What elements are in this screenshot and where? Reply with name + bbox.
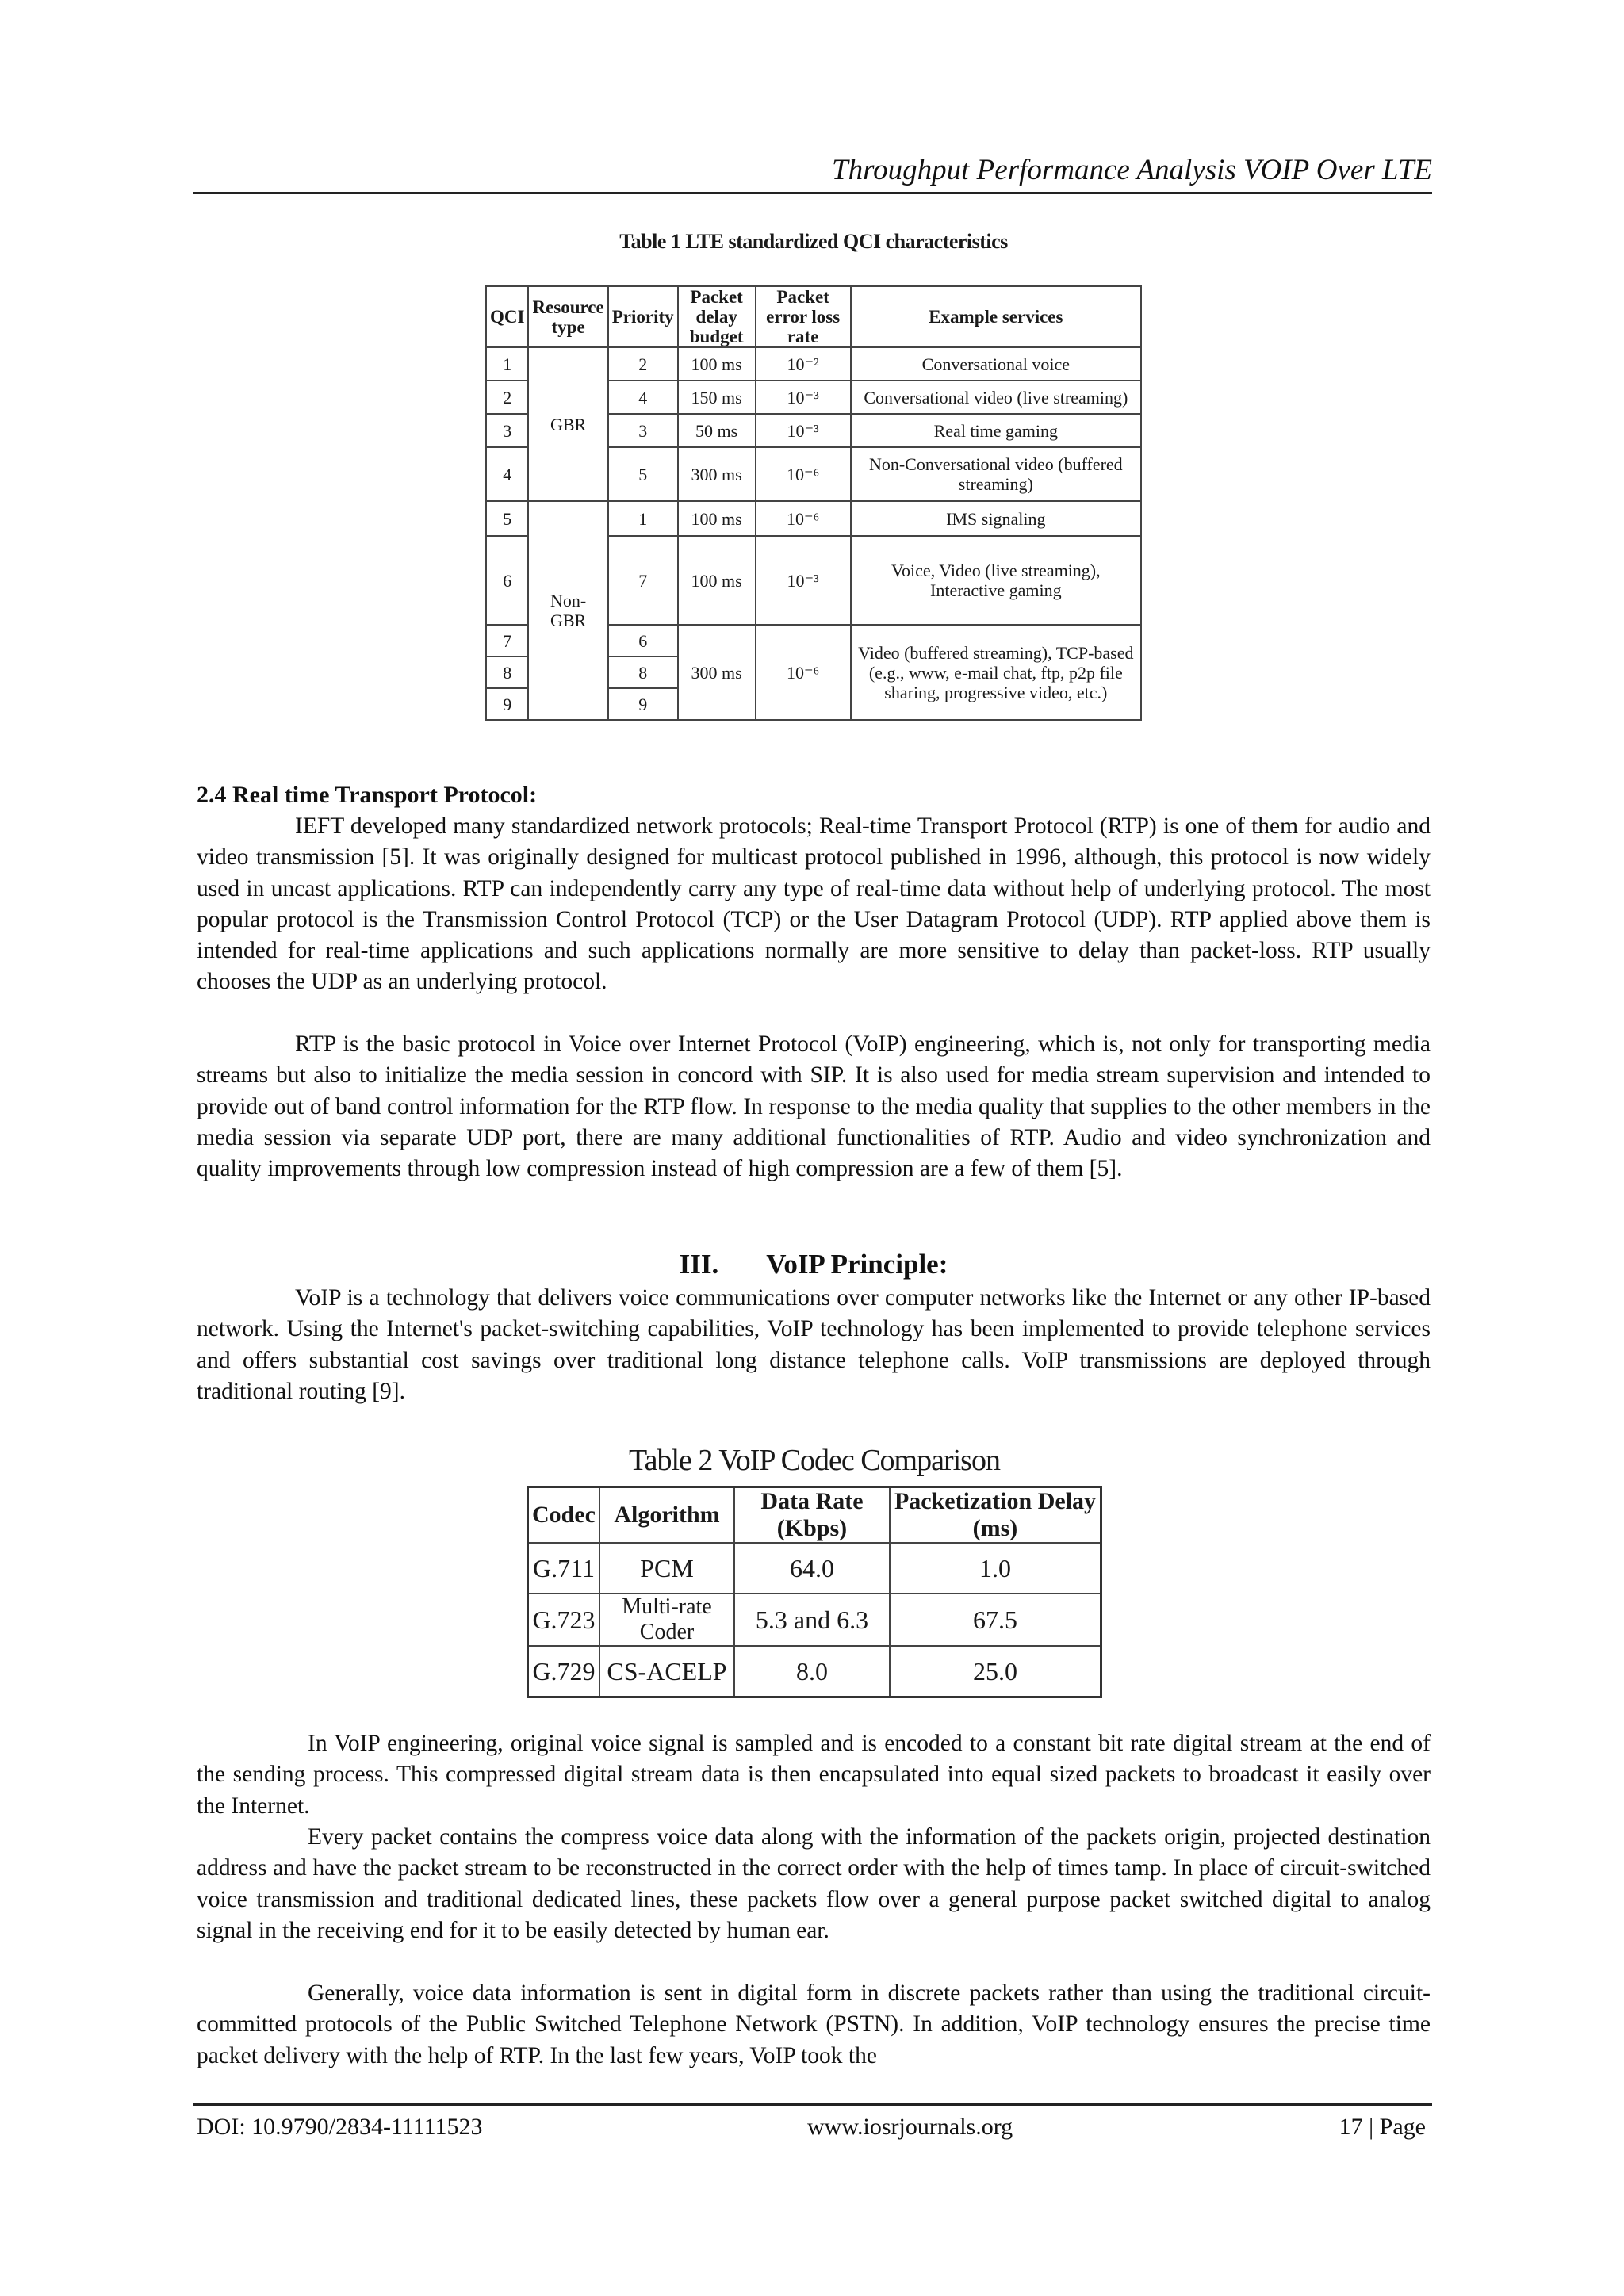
column-header: Packet delay budget — [678, 286, 756, 347]
footer-rule — [193, 2103, 1432, 2106]
qci-cell: 2 — [486, 381, 528, 414]
delay-cell: 100 ms — [678, 501, 756, 536]
table2-caption: Table 2 VoIP Codec Comparison — [629, 1444, 1000, 1477]
qci-cell: 4 — [486, 447, 528, 501]
qci-cell: 3 — [486, 414, 528, 447]
data-rate-cell: 5.3 and 6.3 — [734, 1594, 890, 1646]
column-header: Codec — [528, 1487, 599, 1544]
priority-cell: 1 — [608, 501, 678, 536]
loss-cell: 10⁻³ — [756, 536, 851, 625]
qci-cell: 8 — [486, 656, 528, 688]
delay-cell: 150 ms — [678, 381, 756, 414]
voip-paragraph-2: Every packet contains the compress voice data along with the information of the packets origin, projected destination address and have the packet stream to be reconstructed in the correct order with the help of times tamp. In place of circuit-switched voice transmission and traditional dedicated lines, these packets flow over a general purpose packet switched digital to analog signal in the receiving end for it to be easily detected by human ear. — [197, 1824, 1431, 1943]
footer-website: www.iosrjournals.org — [807, 2114, 1013, 2140]
loss-cell: 10⁻² — [756, 347, 851, 381]
rtp-paragraph-1: IEFT developed many standardized network protocols; Real-time Transport Protocol (RTP) is one of them for audio and video transmission [5]. It was originally designed for multicast protocol published in 1996, although, this protocol is now widely used in uncast applications. RTP can independently carry any type of real-time data without help of underlying protocol. The most popular protocol is the Transmission Control Protocol (TCP) or the User Datagram Protocol (UDP). RTP applied above them is intended for real-time applications and such applications normally are more sensitive to delay than packet-loss. RTP usually chooses the UDP as an underlying protocol. — [197, 813, 1431, 995]
delay-cell: 300 ms — [678, 447, 756, 501]
delay-cell: 50 ms — [678, 414, 756, 447]
priority-cell: 5 — [608, 447, 678, 501]
footer-page-number: 17 | Page — [1339, 2114, 1426, 2140]
service-cell: Voice, Video (live streaming), Interactive gaming — [851, 536, 1141, 625]
codec-cell: G.729 — [528, 1646, 599, 1697]
section-heading-voip — [197, 1247, 1431, 1282]
header-rule — [193, 192, 1432, 194]
loss-cell: 10⁻⁶ — [756, 625, 851, 720]
column-header: Data Rate (Kbps) — [734, 1487, 890, 1544]
table-row — [528, 1594, 1101, 1646]
column-header: Algorithm — [599, 1487, 734, 1544]
section-number: III. — [679, 1249, 719, 1280]
column-header: Packet error loss rate — [756, 286, 851, 347]
rtp-paragraph-2: RTP is the basic protocol in Voice over Internet Protocol (VoIP) engineering, which is, not only for transporting media streams but also to initialize the media session in concord with SIP. It is also used for media stream supervision and intended to provide out of band control information for the RTP flow. In response to the media quality that supplies to the other members in the media session via separate UDP port, there are many additional functionalities of RTP. Audio and video synchronization and quality improvements through low compression instead of high compression are a few of them [5]. — [197, 1031, 1431, 1182]
priority-cell: 7 — [608, 536, 678, 625]
running-title: Throughput Performance Analysis VOIP Over LTE — [832, 154, 1432, 186]
delay-cell: 300 ms — [678, 625, 756, 720]
column-header: QCI — [486, 286, 528, 347]
qci-cell: 1 — [486, 347, 528, 381]
section-title: VoIP Principle: — [766, 1249, 948, 1280]
section-heading-rtp: 2.4 Real time Transport Protocol: — [197, 782, 538, 808]
voip-paragraph-1: In VoIP engineering, original voice signal is sampled and is encoded to a constant bit rate digital stream at the end of the sending process. This compressed digital stream data is then encapsulated into equal sized packets to broadcast it easily over the Internet. — [197, 1731, 1431, 1819]
qci-cell: 5 — [486, 501, 528, 536]
priority-cell: 6 — [608, 625, 678, 656]
priority-cell: 3 — [608, 414, 678, 447]
column-header: Example services — [851, 286, 1141, 347]
loss-cell: 10⁻³ — [756, 381, 851, 414]
loss-cell: 10⁻⁶ — [756, 447, 851, 501]
service-cell: Video (buffered streaming), TCP-based (e.g., www, e-mail chat, ftp, p2p file sharing, progressive video, etc.) — [851, 625, 1141, 720]
footer-doi: DOI: 10.9790/2834-11111523 — [197, 2114, 483, 2140]
table-row — [486, 501, 1141, 536]
column-header: Resource type — [528, 286, 607, 347]
table-row — [528, 1543, 1101, 1594]
table1-caption: Table 1 LTE standardized QCI characteristics — [619, 230, 1008, 253]
delay-cell: 100 ms — [678, 536, 756, 625]
delay-cell: 100 ms — [678, 347, 756, 381]
algorithm-cell: PCM — [599, 1543, 734, 1594]
service-cell: Conversational voice — [851, 347, 1141, 381]
loss-cell: 10⁻³ — [756, 414, 851, 447]
priority-cell: 9 — [608, 688, 678, 720]
qci-cell: 7 — [486, 625, 528, 656]
table-header-row — [486, 286, 1141, 347]
codec-table — [527, 1486, 1102, 1698]
codec-cell: G.711 — [528, 1543, 599, 1594]
qci-cell: 9 — [486, 688, 528, 720]
priority-cell: 2 — [608, 347, 678, 381]
table-row — [528, 1646, 1101, 1697]
voip-paragraph-3: Generally, voice data information is sent in digital form in discrete packets rather than using the traditional circuit-committed protocols of the Public Switched Telephone Network (PSTN). In addition, VoIP technology ensures the precise time packet delivery with the help of RTP. In the last few years, VoIP took the — [197, 1980, 1431, 2068]
table-header-row — [528, 1487, 1101, 1544]
algorithm-cell: CS-ACELP — [599, 1646, 734, 1697]
service-cell: Real time gaming — [851, 414, 1141, 447]
codec-cell: G.723 — [528, 1594, 599, 1646]
resource-type-cell: GBR — [528, 347, 607, 501]
qci-cell: 6 — [486, 536, 528, 625]
delay-cell: 67.5 — [890, 1594, 1101, 1646]
service-cell: Non-Conversational video (buffered streaming) — [851, 447, 1141, 501]
column-header: Priority — [608, 286, 678, 347]
priority-cell: 4 — [608, 381, 678, 414]
delay-cell: 25.0 — [890, 1646, 1101, 1697]
column-header: Packetization Delay (ms) — [890, 1487, 1101, 1544]
data-rate-cell: 8.0 — [734, 1646, 890, 1697]
qci-table — [485, 285, 1142, 721]
service-cell: Conversational video (live streaming) — [851, 381, 1141, 414]
resource-type-cell: Non-GBR — [528, 501, 607, 720]
service-cell: IMS signaling — [851, 501, 1141, 536]
table-row — [486, 347, 1141, 381]
delay-cell: 1.0 — [890, 1543, 1101, 1594]
priority-cell: 8 — [608, 656, 678, 688]
data-rate-cell: 64.0 — [734, 1543, 890, 1594]
algorithm-cell: Multi-rate Coder — [599, 1594, 734, 1646]
loss-cell: 10⁻⁶ — [756, 501, 851, 536]
voip-intro-paragraph: VoIP is a technology that delivers voice communications over computer networks like the Internet or any other IP-based network. Using the Internet's packet-switching capabilities, VoIP technology has been implemented to provide telephone services and offers substantial cost savings over traditional long distance telephone calls. VoIP transmissions are deployed through traditional routing [9]. — [197, 1285, 1431, 1404]
